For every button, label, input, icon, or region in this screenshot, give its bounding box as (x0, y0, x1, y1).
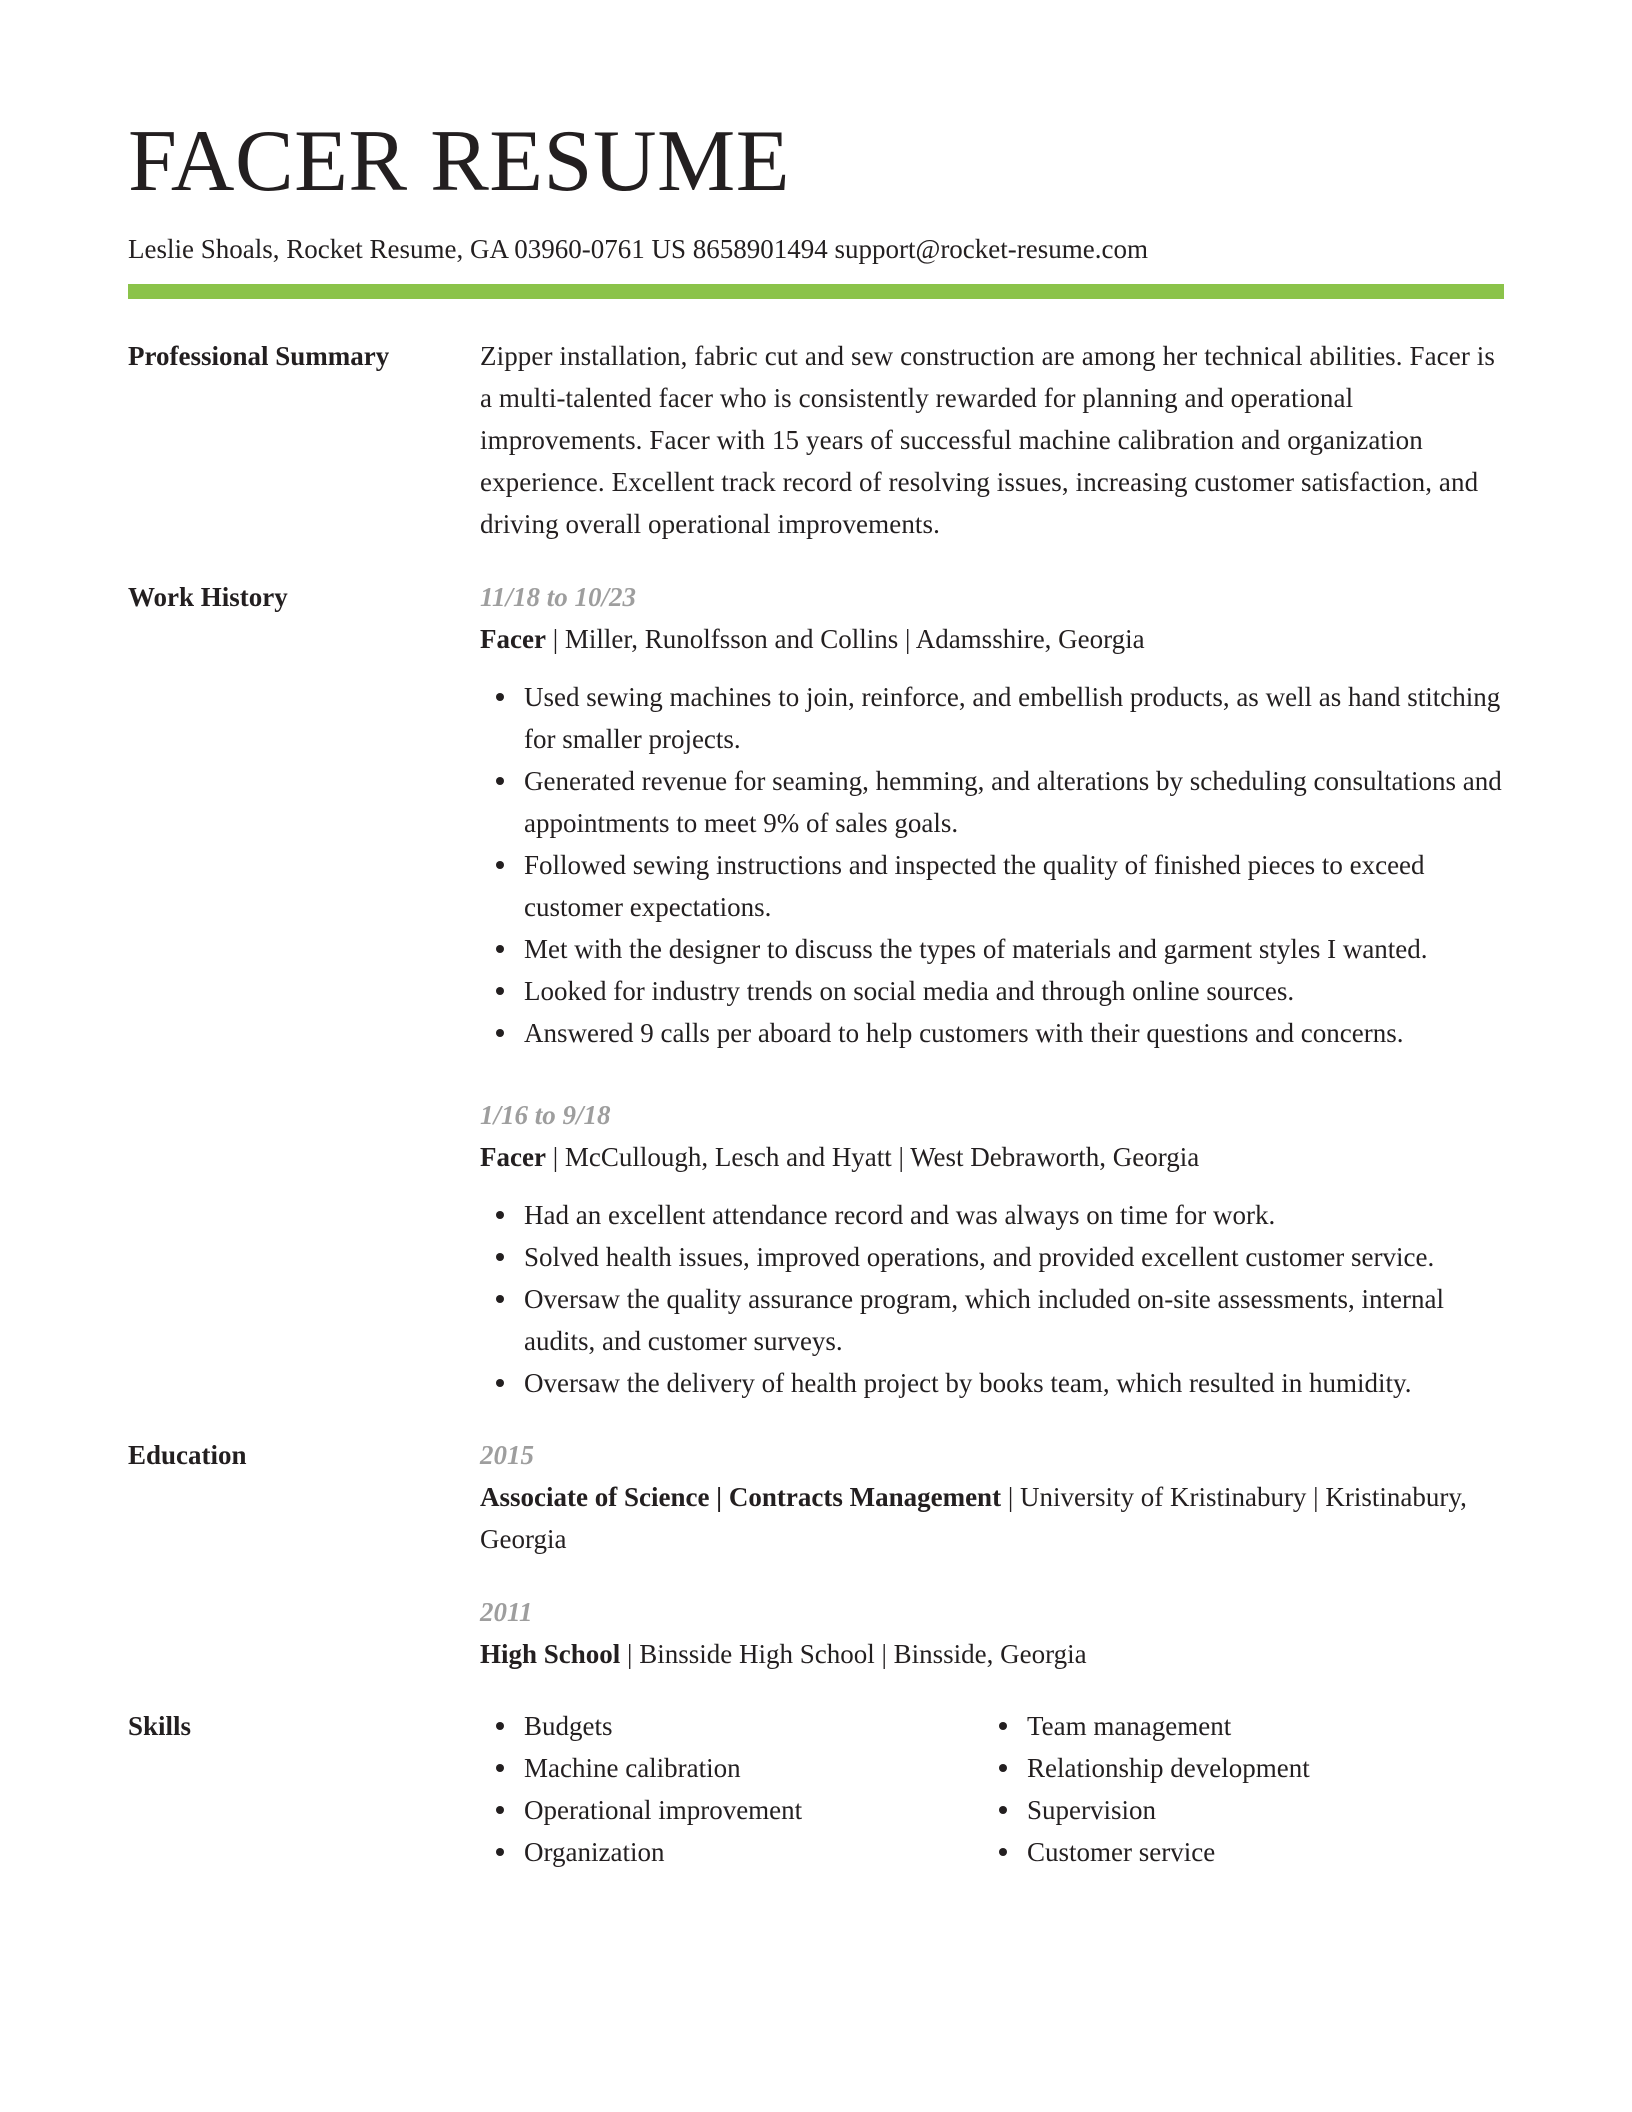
bullet-icon (999, 1722, 1007, 1730)
bullet-icon (496, 1029, 504, 1037)
education-entry (480, 1591, 1504, 1675)
work-history-section (128, 576, 1504, 1404)
list-item (524, 1362, 1504, 1404)
skill-text: Supervision (1027, 1795, 1157, 1825)
job-bullets (480, 676, 1504, 1054)
skill-text: Budgets (524, 1711, 613, 1741)
list-item (524, 1831, 983, 1873)
job-role-line (480, 618, 1504, 660)
skills-heading: Skills (128, 1711, 192, 1741)
bullet-text: Oversaw the delivery of health project by books team, which resulted in humidity. (524, 1368, 1412, 1398)
bullet-text: Met with the designer to discuss the types of materials and garment styles I wanted. (524, 934, 1428, 964)
skills-list (480, 1705, 983, 1873)
job-details: | Miller, Runolfsson and Collins | Adamsshire, Georgia (545, 624, 1145, 654)
list-item (524, 844, 1504, 928)
bullet-icon (496, 987, 504, 995)
education-year: 2015 (480, 1440, 534, 1470)
job-bullets (480, 1194, 1504, 1404)
bullet-icon (496, 1848, 504, 1856)
summary-body (480, 335, 1504, 545)
education-details: | Binsside High School | Binsside, Georgia (620, 1639, 1087, 1669)
job-details: | McCullough, Lesch and Hyatt | West Debraworth, Georgia (545, 1142, 1200, 1172)
education-line (480, 1633, 1504, 1675)
skill-text: Operational improvement (524, 1795, 803, 1825)
education-details: | University of Kristinabury | Kristinabury, Georgia (480, 1482, 1467, 1554)
education-body (480, 1434, 1504, 1675)
education-year: 2011 (480, 1597, 533, 1627)
job-title: Facer (480, 1142, 546, 1172)
work-history-heading: Work History (128, 582, 288, 612)
job-entry (480, 576, 1504, 1054)
skills-column-1 (480, 1705, 983, 1873)
list-item (524, 928, 1504, 970)
bullet-icon (496, 1253, 504, 1261)
skills-column-2 (983, 1705, 1486, 1873)
job-entry (480, 1094, 1504, 1404)
job-dates: 11/18 to 10/23 (480, 582, 637, 612)
list-item (524, 970, 1504, 1012)
list-item (524, 1705, 983, 1747)
skill-text: Machine calibration (524, 1753, 741, 1783)
education-entry (480, 1434, 1504, 1560)
summary-section (128, 335, 1504, 545)
bullet-icon (496, 945, 504, 953)
list-item (524, 1278, 1504, 1362)
skill-text: Relationship development (1027, 1753, 1310, 1783)
summary-text: Zipper installation, fabric cut and sew construction are among her technical abilities. Facer is a multi-talented facer who is consistently rewarded for planning and operational improvements. Facer with 15 years of successful machine calibration and organization experience. Excellent track record of resolving issues, increasing customer satisfaction, and driving overall operational improvements. (480, 341, 1495, 539)
skills-grid (480, 1705, 1504, 1873)
list-item (1027, 1831, 1486, 1873)
skill-text: Organization (524, 1837, 665, 1867)
resume-title: FACER RESUME (128, 113, 791, 210)
job-dates: 1/16 to 9/18 (480, 1100, 611, 1130)
bullet-icon (496, 1722, 504, 1730)
job-title: Facer (480, 624, 546, 654)
bullet-text: Answered 9 calls per aboard to help customers with their questions and concerns. (524, 1018, 1404, 1048)
bullet-text: Used sewing machines to join, reinforce, and embellish products, as well as hand stitching for smaller projects. (524, 682, 1501, 754)
contact-line: Leslie Shoals, Rocket Resume, GA 03960-0761 US 8658901494 support@rocket-resume.com (128, 234, 1148, 264)
bullet-text: Solved health issues, improved operations, and provided excellent customer service. (524, 1242, 1435, 1272)
bullet-text: Generated revenue for seaming, hemming, and alterations by scheduling consultations and appointments to meet 9% of sales goals. (524, 766, 1502, 838)
work-history-body (480, 576, 1504, 1404)
education-heading: Education (128, 1440, 247, 1470)
job-role-line (480, 1136, 1504, 1178)
summary-heading: Professional Summary (128, 341, 390, 371)
bullet-icon (496, 1211, 504, 1219)
list-item (524, 1194, 1504, 1236)
bullet-icon (496, 1764, 504, 1772)
list-item (1027, 1789, 1486, 1831)
bullet-icon (496, 693, 504, 701)
bullet-icon (999, 1764, 1007, 1772)
education-line (480, 1476, 1504, 1560)
list-item (1027, 1747, 1486, 1789)
bullet-icon (496, 1295, 504, 1303)
bullet-icon (496, 861, 504, 869)
list-item (524, 760, 1504, 844)
education-section (128, 1434, 1504, 1675)
bullet-icon (999, 1806, 1007, 1814)
skills-section (128, 1705, 1504, 1873)
list-item (1027, 1705, 1486, 1747)
skill-text: Customer service (1027, 1837, 1216, 1867)
bullet-icon (496, 1379, 504, 1387)
header-divider (128, 284, 1504, 299)
skills-body (480, 1705, 1504, 1873)
list-item (524, 1012, 1504, 1054)
bullet-icon (999, 1848, 1007, 1856)
list-item (524, 1789, 983, 1831)
bullet-text: Followed sewing instructions and inspected the quality of finished pieces to exceed customer expectations. (524, 850, 1425, 922)
bullet-icon (496, 777, 504, 785)
list-item (524, 1747, 983, 1789)
bullet-text: Looked for industry trends on social media and through online sources. (524, 976, 1295, 1006)
degree-title: High School (480, 1639, 621, 1669)
bullet-text: Had an excellent attendance record and was always on time for work. (524, 1200, 1276, 1230)
skill-text: Team management (1027, 1711, 1232, 1741)
list-item (524, 1236, 1504, 1278)
skills-list (983, 1705, 1486, 1873)
bullet-icon (496, 1806, 504, 1814)
list-item (524, 676, 1504, 760)
degree-title: Associate of Science | Contracts Management (480, 1482, 1002, 1512)
bullet-text: Oversaw the quality assurance program, which included on-site assessments, internal audits, and customer surveys. (524, 1284, 1444, 1356)
